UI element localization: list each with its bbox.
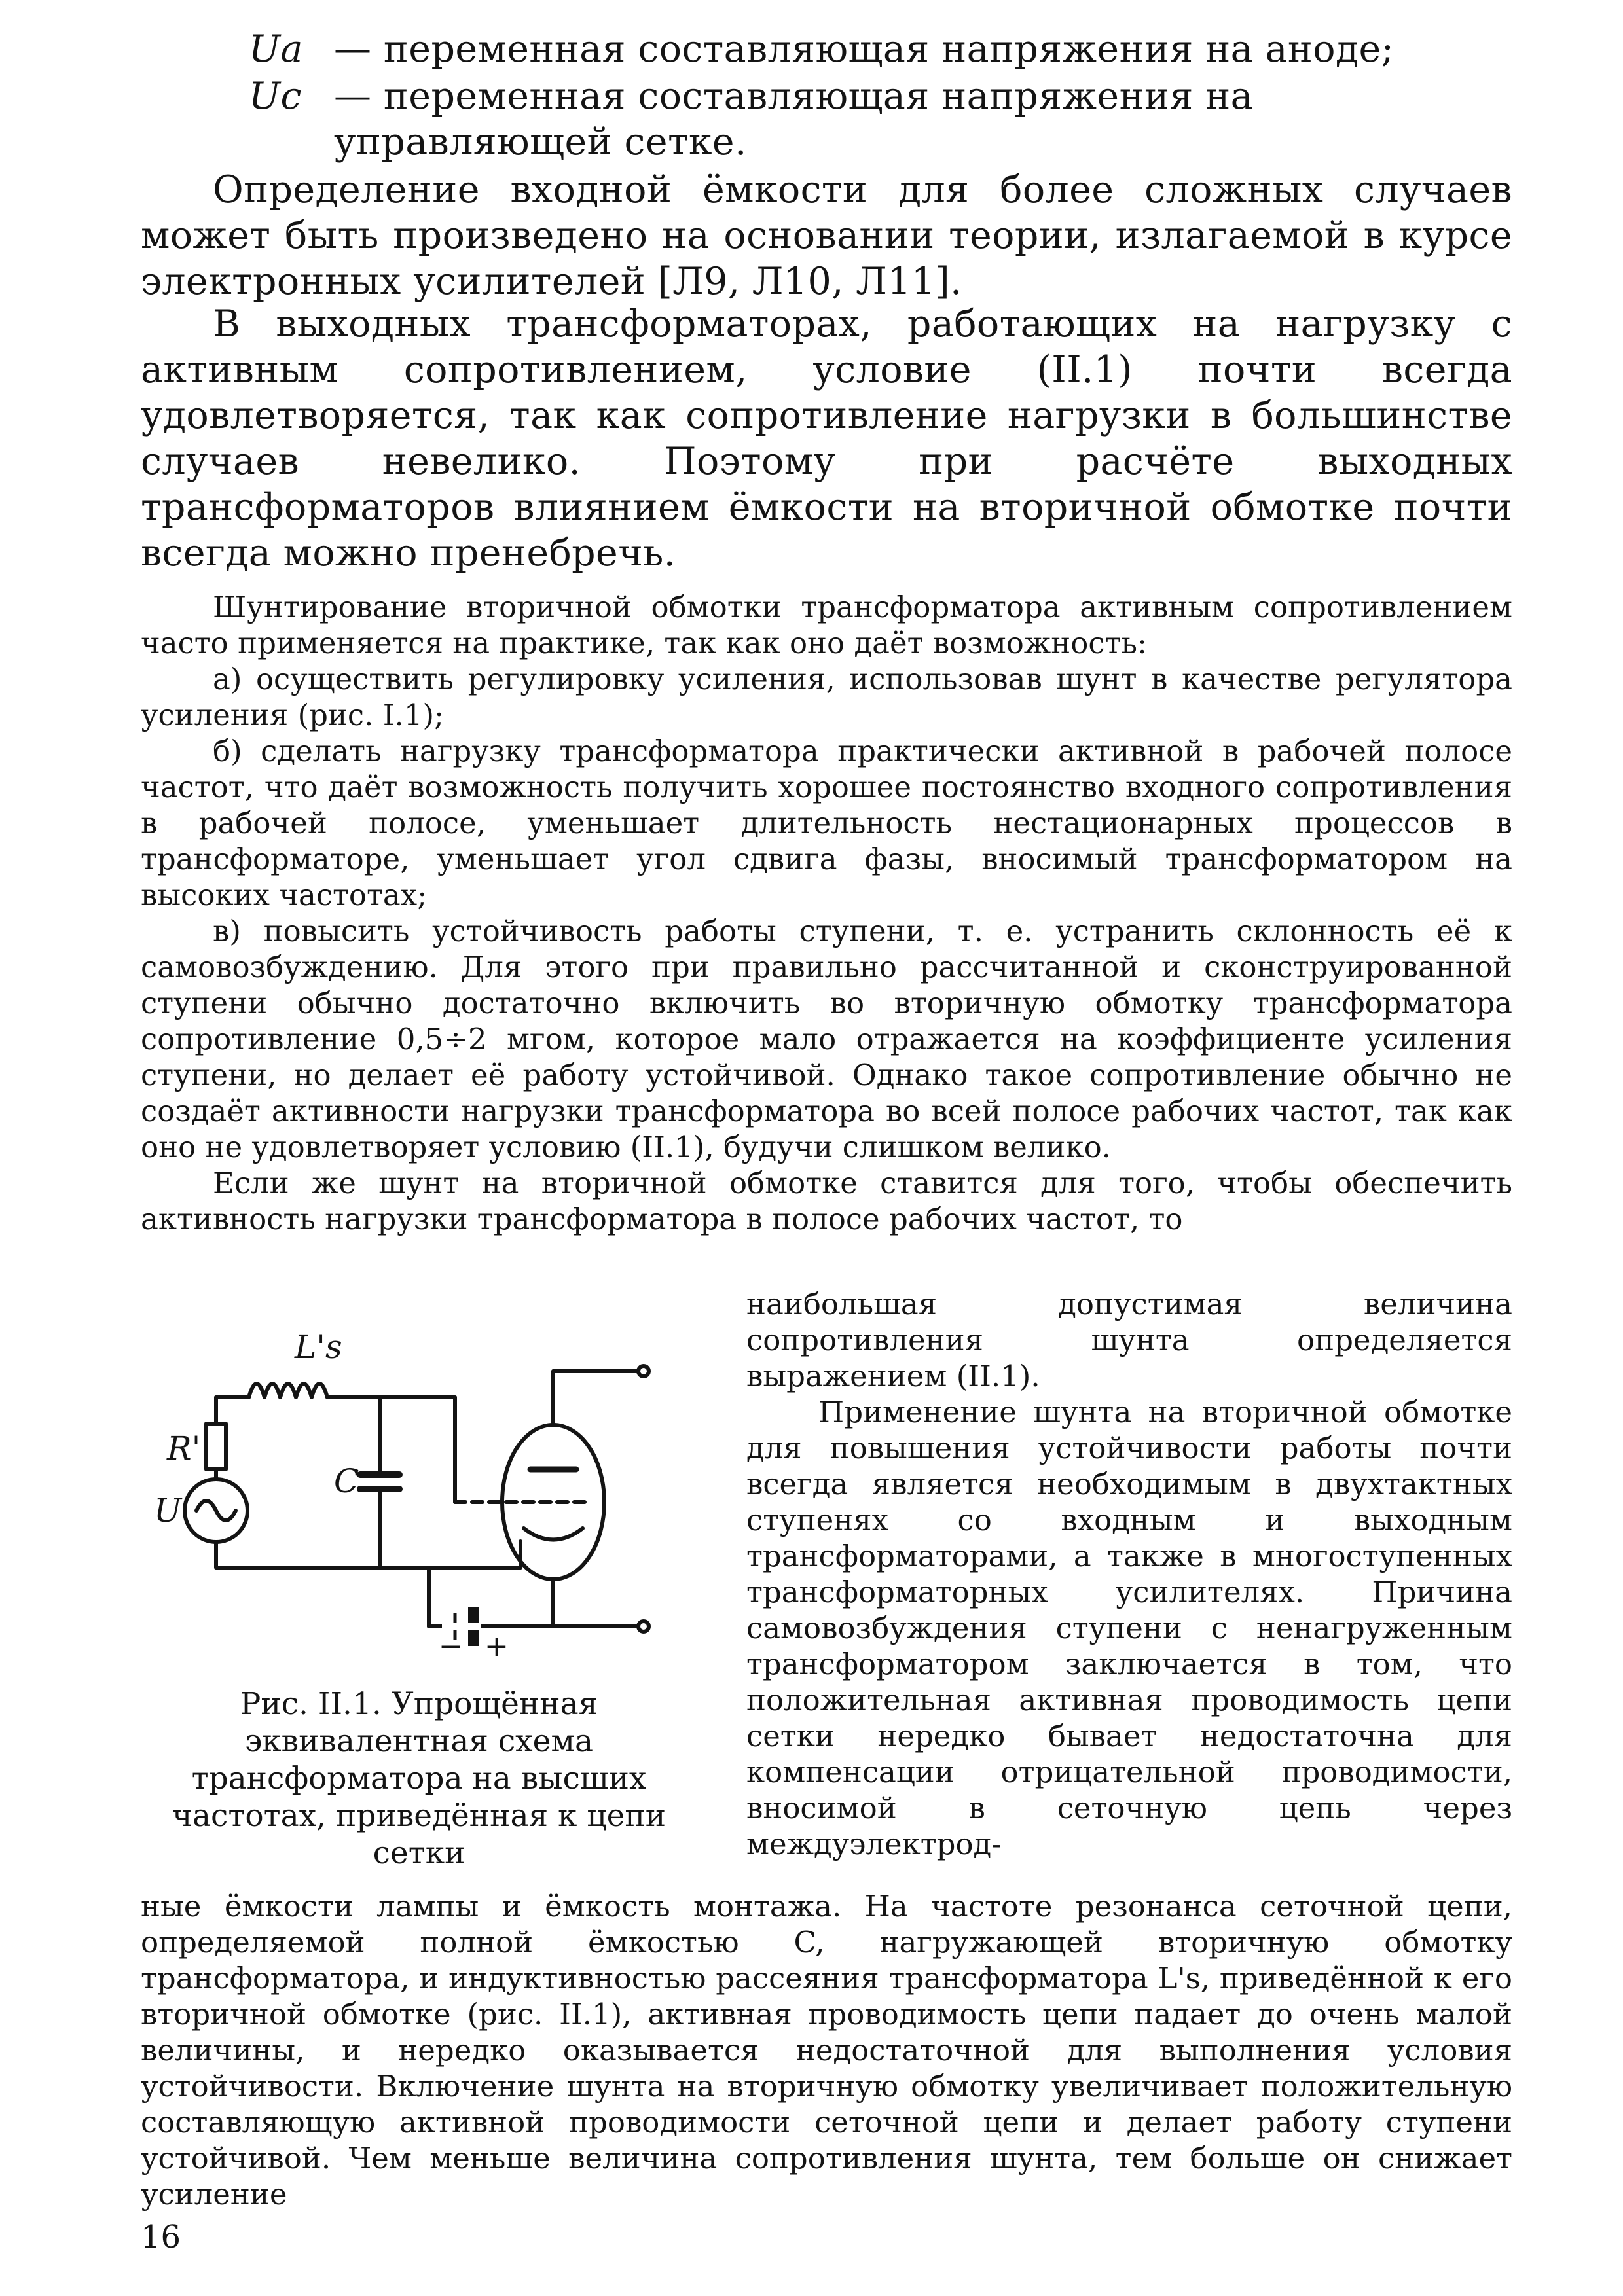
page-number: 16 [141,2219,181,2255]
definition-uc-text: — переменная составляющая напряжения на управляющей сетке. [334,75,1254,164]
paragraph-large-1 [141,167,1512,304]
figure-caption: Рис. II.1. Упрощённая эквивалентная схема трансформатора на высших частотах, приведённая к цепи сетки [172,1686,666,1871]
symbol-uc: Uc [249,75,302,118]
terminal-bottom [638,1621,649,1632]
circuit-diagram [141,1293,691,1659]
paragraph-input-capacitance: Определение входной ёмкости для более сложных случаев может быть произведено на основании теории, излагаемой в курсе электронных усилителей [Л9, Л10, Л11]. [141,168,1512,303]
label-capacitor: C [334,1462,359,1500]
application-paragraph-continuation: ные ёмкости лампы и ёмкость монтажа. На частоте резонанса сеточной цепи, определяемой полной ёмкостью C, нагружающей вторичную обмотку трансформатора, и индуктивностью рассеяния трансформатора L's, приведённой к его вторичной обмотке (рис. II.1), активная проводимость цепи падает до очень малой величины, и нередко оказывается недостаточной для выполнения условия устойчивости. Включение шунта на вторичную обмотку увеличивает положительную составляющую активной проводимости сеточной цепи и делает работу ступени устойчивой. Чем меньше величина сопротивления шунта, тем больше он снижает усиление [141,1889,1512,2212]
label-inductor: L's [295,1328,342,1366]
definition-ua [249,26,1512,72]
small-print-block [141,589,1512,1237]
paragraph-output-transformers: В выходных трансформаторах, работающих на нагрузку с активным сопротивлением, условие (II.1) почти всегда удовлетворяется, так как сопротивление нагрузки в большинстве случаев невелико. Поэтому при расчёте выходных трансформаторов влиянием ёмкости на вторичной обмотке почти всегда можно пренебречь. [141,302,1512,575]
paragraph-large-2 [141,301,1512,576]
resistor-symbol [206,1424,226,1469]
right-column [746,1286,1512,1862]
list-item-a: а) осуществить регулировку усиления, использовав шунт в качестве регулятора усиления (рис. I.1); [141,662,1512,732]
full-width-continuation [141,1888,1512,2212]
application-paragraph: Применение шунта на вторичной обмотке для повышения устойчивости работы почти всегда является необходимым в двухтактных ступенях со входным и выходным трансформаторами, а также в многоступенных трансформаторных усилителях. Причина самовозбуждения ступени с ненагруженным трансформатором заключается в том, что положительная активная проводимость цепи сетки нередко бывает недостаточна для компенсации отрицательной проводимости, вносимой в сеточную цепь через междуэлектрод- [746,1395,1512,1861]
definition-ua-text: — переменная составляющая напряжения на аноде; [334,27,1395,71]
symbol-ua: Ua [249,27,303,71]
label-minus: − [439,1630,463,1659]
list-item-b: б) сделать нагрузку трансформатора практически активной в рабочей полосе частот, что даёт возможность получить хорошее постоянство входного сопротивления в рабочей полосе, уменьшает длительность нестационарных процессов в трансформаторе, уменьшает угол сдвига фазы, вносимый трансформатором на высоких частотах; [141,734,1512,912]
label-resistor: R' [167,1429,201,1467]
inductor-coil [249,1384,327,1397]
terminal-top [638,1366,649,1376]
tube-cathode [524,1528,583,1540]
shunt-paragraph-continuation: наибольшая допустимая величина сопротивления шунта определяется выражением (II.1). [746,1287,1512,1393]
label-source: U' [154,1492,191,1530]
label-plus: + [484,1630,509,1659]
sine-wave-icon [196,1501,236,1520]
list-item-c: в) повысить устойчивость работы ступени, т. е. устранить склонность её к самовозбуждению. Для этого при правильно рассчитанной и сконструированной ступени обычно достаточно включить во вторичную обмотку трансформатора сопротивление 0,5÷2 мгом, которое мало отражается на коэффициенте усиления ступени, но делает её работу устойчивой. Однако такое сопротивление обычно не создаёт активности нагрузки трансформатора во всей полосе рабочих частот, так как оно не удовлетворяет условию (II.1), будучи слишком велико. [141,914,1512,1164]
battery-gap [442,1623,481,1630]
definition-uc [249,73,1512,165]
shunt-paragraph-start: Если же шунт на вторичной обмотке ставится для того, чтобы обеспечить активность нагрузки трансформатора в полосе рабочих частот, то [141,1166,1512,1236]
shunting-intro: Шунтирование вторичной обмотки трансформатора активным сопротивлением часто применяется на практике, так как оно даёт возможность: [141,590,1512,660]
